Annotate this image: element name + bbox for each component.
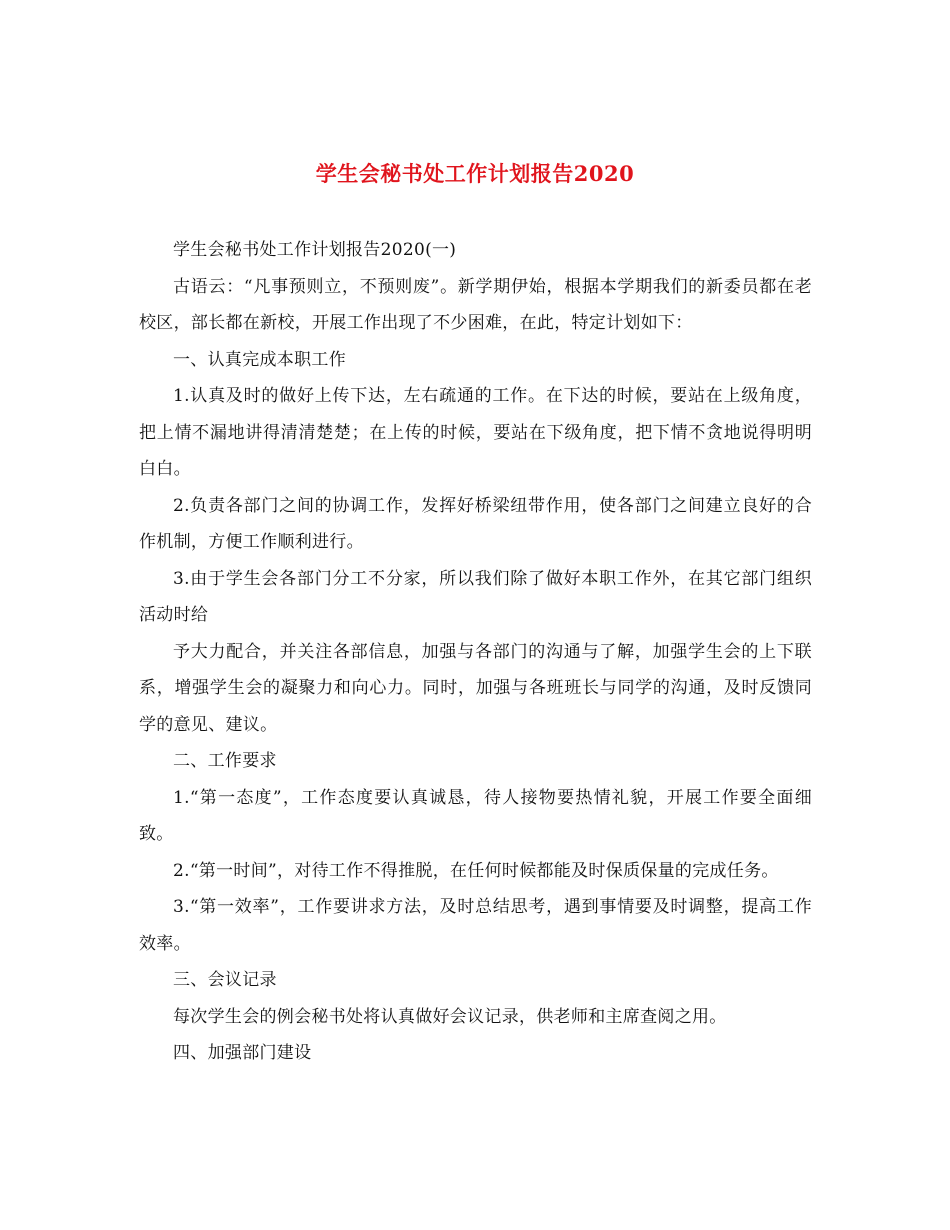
section-heading-4: 四、加强部门建设 xyxy=(173,1043,312,1063)
document-title: 学生会秘书处工作计划报告2020 xyxy=(315,161,635,187)
section-heading-1: 一、认真完成本职工作 xyxy=(173,349,346,370)
list-item: 3.由于学生会各部门分工不分家，所以我们除了做好本职工作外，在其它部门组织活动时给 xyxy=(139,568,812,625)
section-heading-2: 二、工作要求 xyxy=(173,751,277,771)
document-body xyxy=(139,232,812,1072)
list-item: 1.“第一态度”，工作态度要认真诚恳，待人接物要热情礼貌，开展工作要全面细致。 xyxy=(139,787,812,844)
body-paragraph: 每次学生会的例会秘书处将认真做好会议记录，供老师和主席查阅之用。 xyxy=(173,1006,727,1027)
subtitle-paragraph: 学生会秘书处工作计划报告2020(一) xyxy=(173,240,457,260)
list-item: 2.“第一时间”，对待工作不得推脱，在任何时候都能及时保质保量的完成任务。 xyxy=(173,860,779,881)
list-item: 2.负责各部门之间的协调工作，发挥好桥梁纽带作用，使各部门之间建立良好的合作机制，方便工作顺利进行。 xyxy=(139,495,812,552)
section-heading-3: 三、会议记录 xyxy=(173,970,277,990)
list-item: 1.认真及时的做好上传下达，左右疏通的工作。在下达的时候，要站在上级角度，把上情不漏地讲得清清楚楚；在上传的时候，要站在下级角度，把下情不贪地说得明明白白。 xyxy=(139,386,812,479)
intro-paragraph: 古语云：“凡事预则立，不预则废”。新学期伊始，根据本学期我们的新委员都在老校区，部长都在新校，开展工作出现了不少困难，在此，特定计划如下： xyxy=(139,276,812,333)
list-item: 3.“第一效率”，工作要讲求方法，及时总结思考，遇到事情要及时调整，提高工作效率。 xyxy=(139,897,812,954)
continuation-paragraph: 予大力配合，并关注各部信息，加强与各部门的沟通与了解，加强学生会的上下联系，增强学生会的凝聚力和向心力。同时，加强与各班班长与同学的沟通，及时反馈同学的意见、建议。 xyxy=(139,641,812,735)
